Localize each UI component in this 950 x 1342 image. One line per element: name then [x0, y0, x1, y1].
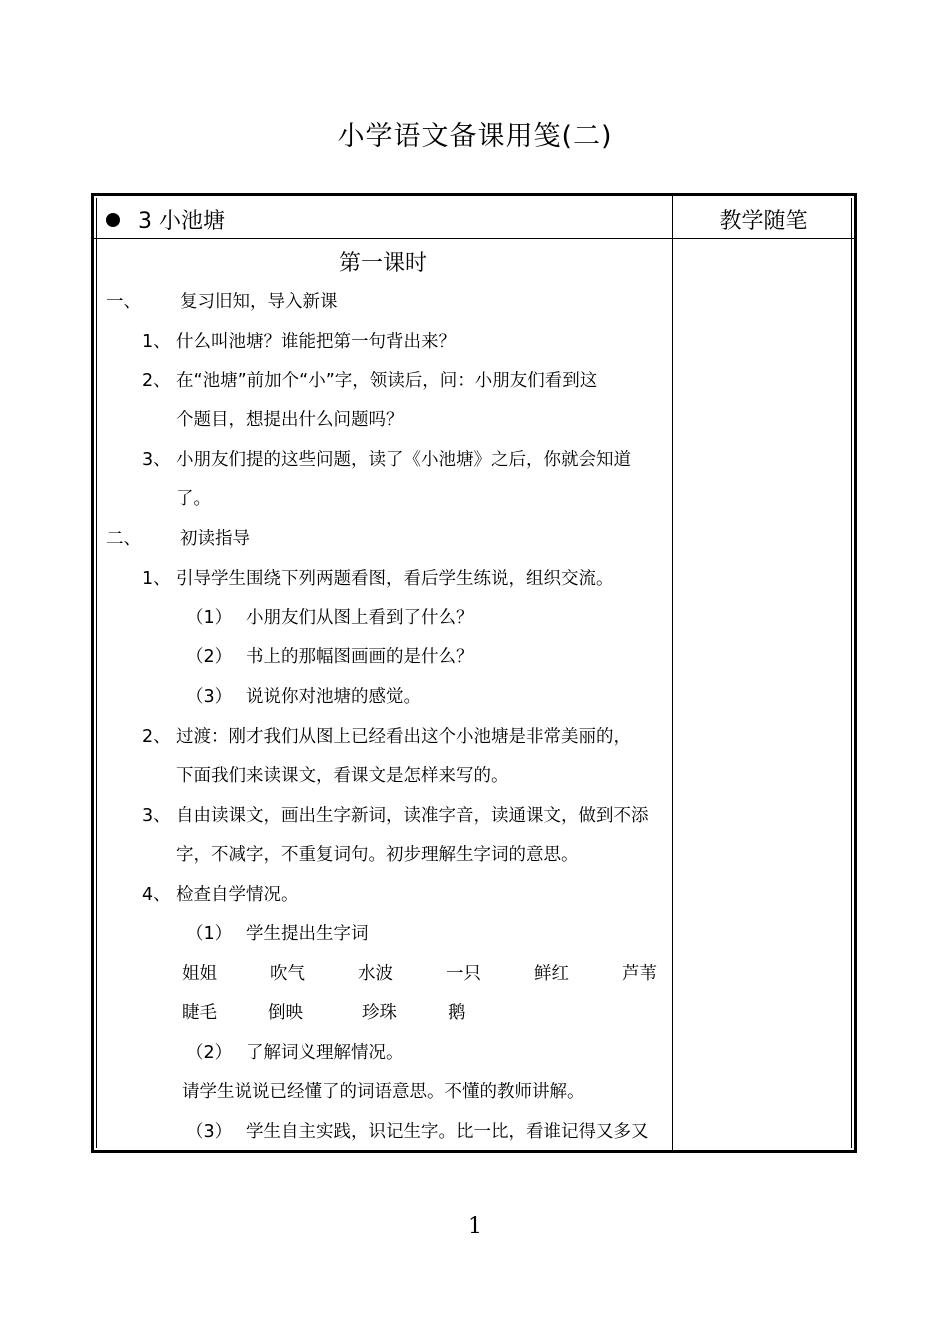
sub-item-text: 书上的那幅图画画的是什么？ — [246, 647, 474, 667]
item-text: 检查自学情况。 — [176, 885, 299, 905]
section-number: 二、 — [106, 529, 141, 549]
document-title: 小学语文备课用笺(二) — [337, 121, 613, 152]
section-heading — [106, 288, 141, 313]
column-divider — [672, 196, 673, 1150]
sub-item — [186, 1118, 649, 1143]
paragraph-text: 请学生说说已经懂了的词语意思。不懂的教师讲解。 — [182, 1082, 585, 1102]
item-text: 引导学生围绕下列两题看图，看后学生练说，组织交流。 — [176, 569, 614, 589]
item-number: 4、 — [142, 885, 171, 905]
item-number: 3、 — [142, 806, 171, 826]
item-text: 自由读课文，画出生字新词，读准字音，读通课文，做到不添 — [176, 806, 649, 826]
list-item — [142, 367, 597, 392]
vocabulary-word: 鹅 — [448, 1003, 466, 1023]
sub-item-number: （3） — [186, 687, 233, 707]
sub-item-number: （1） — [186, 924, 233, 944]
sub-item-text: 学生自主实践，识记生字。比一比，看谁记得又多又 — [246, 1122, 649, 1142]
sub-item-number: （1） — [186, 608, 233, 628]
item-number: 2、 — [142, 727, 171, 747]
sub-item-text: 小朋友们从图上看到了什么？ — [246, 608, 474, 628]
item-number: 1、 — [142, 332, 171, 352]
sub-item — [186, 1039, 404, 1064]
lesson-label: 3 小池塘 — [138, 209, 225, 234]
item-text-continued: 了。 — [176, 489, 211, 509]
header-divider — [94, 238, 854, 239]
sub-item-number: （2） — [186, 647, 233, 667]
sub-item-number: （3） — [186, 1122, 233, 1142]
table-inner-border-left — [96, 198, 97, 1148]
section-title: 初读指导 — [180, 529, 250, 549]
item-text: 什么叫池塘？谁能把第一句背出来？ — [176, 332, 456, 352]
item-text: 过渡：刚才我们从图上已经看出这个小池塘是非常美丽的， — [176, 727, 631, 747]
item-text-continued: 下面我们来读课文，看课文是怎样来写的。 — [176, 766, 509, 786]
sub-item — [186, 643, 474, 668]
sub-item-text: 了解词义理解情况。 — [246, 1043, 404, 1063]
list-item — [142, 328, 456, 353]
vocabulary-word: 睫毛 — [182, 1003, 217, 1023]
vocabulary-word: 吹气 — [270, 964, 305, 984]
sub-item-number: （2） — [186, 1043, 233, 1063]
list-item — [142, 723, 631, 748]
notes-column-header: 教学随笔 — [719, 209, 808, 234]
sub-item — [186, 920, 369, 945]
sub-item-text: 学生提出生字词 — [246, 924, 369, 944]
item-number: 1、 — [142, 569, 171, 589]
item-number: 2、 — [142, 371, 171, 391]
sub-item — [186, 683, 421, 708]
vocabulary-word: 水波 — [358, 964, 393, 984]
lesson-header — [106, 204, 225, 235]
section-number: 一、 — [106, 292, 141, 312]
item-text-continued: 个题目，想提出什么问题吗？ — [176, 410, 404, 430]
item-text: 在“池塘”前加个“小”字，领读后，问：小朋友们看到这 — [176, 371, 598, 391]
vocabulary-word: 姐姐 — [182, 964, 217, 984]
page-number: 1 — [468, 1214, 482, 1239]
section-title: 复习旧知，导入新课 — [180, 292, 338, 312]
list-item — [142, 881, 299, 906]
item-number: 3、 — [142, 450, 171, 470]
list-item — [142, 802, 649, 827]
lesson-plan-table — [91, 193, 857, 1153]
vocabulary-word: 珍珠 — [362, 1003, 397, 1023]
vocabulary-word: 鲜红 — [534, 964, 569, 984]
vocabulary-word: 一只 — [446, 964, 481, 984]
item-text: 小朋友们提的这些问题，读了《小池塘》之后，你就会知道 — [176, 450, 631, 470]
list-item — [142, 565, 614, 590]
vocabulary-word: 倒映 — [268, 1003, 303, 1023]
sub-item-text: 说说你对池塘的感觉。 — [246, 687, 421, 707]
list-item — [142, 446, 631, 471]
bullet-icon — [106, 213, 120, 227]
vocabulary-word: 芦苇 — [622, 964, 657, 984]
item-text-continued: 字，不减字，不重复词句。初步理解生字词的意思。 — [176, 845, 579, 865]
period-title: 第一课时 — [338, 251, 427, 276]
sub-item — [186, 604, 474, 629]
table-inner-border-right — [851, 198, 852, 1148]
